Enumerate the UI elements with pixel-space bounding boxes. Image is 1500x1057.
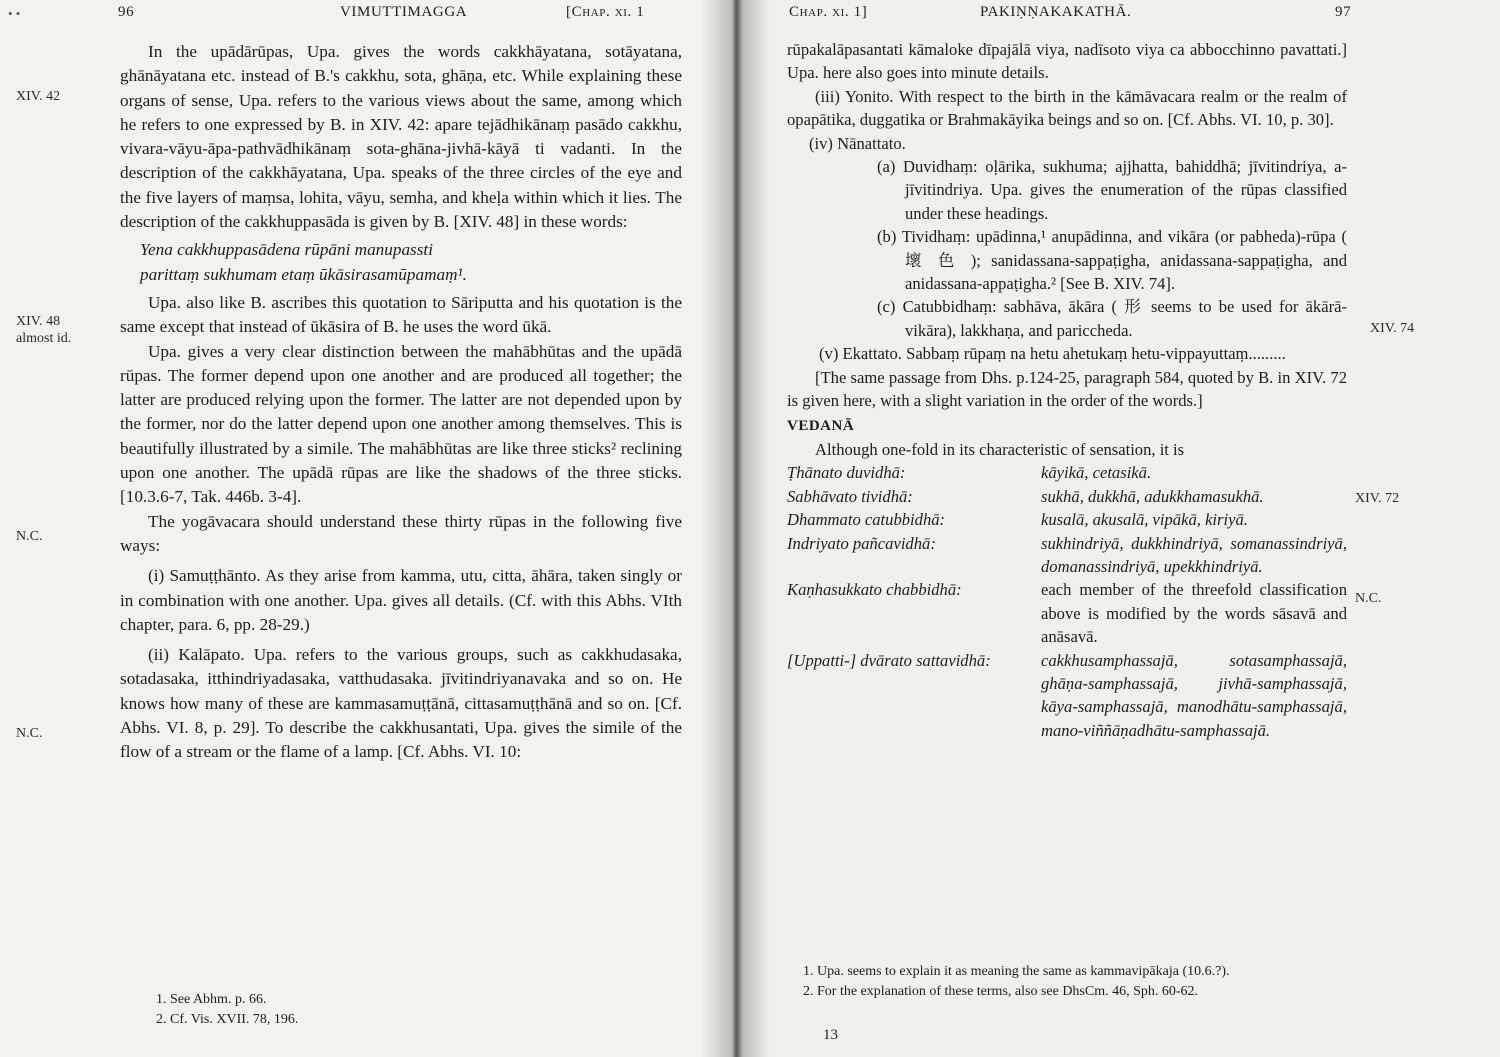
right-page bbox=[735, 0, 1500, 1057]
margin-note: XIV. 72 bbox=[1355, 491, 1400, 506]
class-term: Kaṇhasukkato chabbidhā: bbox=[787, 580, 962, 600]
corner-mark: • • bbox=[8, 6, 21, 21]
section-yonito: (iii) Yonito. With respect to the birth in the kāmāvacara realm or the realm of opapātika, duggatika or Brahmakāyika beings and so on. [Cf. Abhs. VI. 10, p. 30]. bbox=[787, 86, 1347, 130]
paragraph: Upa. also like B. ascribes this quotation to Sāriputta and his quotation is the same except that instead of ūkāsira of B. he uses the word ūkā. bbox=[120, 292, 682, 337]
left-body bbox=[120, 40, 682, 765]
paragraph: [The same passage from Dhs. p.124-25, paragraph 584, quoted by B. in XIV. 72 is given here, with a slight variation in the order of the words.] bbox=[787, 367, 1347, 411]
right-footnotes bbox=[775, 962, 1345, 1002]
class-desc: kāyikā, cetasikā. bbox=[1041, 463, 1152, 483]
class-desc: sukhā, dukkhā, adukkhamasukhā. bbox=[1041, 486, 1264, 506]
section-ekattato: (v) Ekattato. Sabbaṃ rūpaṃ na hetu ahetukaṃ hetu-vippayuttaṃ......... bbox=[819, 344, 1286, 364]
left-page bbox=[0, 0, 735, 1057]
section-nanattato: (iv) Nānattato. bbox=[809, 133, 906, 153]
margin-note: XIV. 48 bbox=[16, 314, 61, 329]
subsection-b: (b) Tividhaṃ: upādinna,¹ anupādinna, and vikāra (or pabheda)-rūpa ( 壞 色 ); sanidassana-sappaṭigha, anidassana-sappaṭigha, and anidassana-appaṭigha.² [See B. XIV. 74]. bbox=[877, 227, 1347, 294]
signature-mark: 13 bbox=[823, 1027, 838, 1043]
footnote: 1. See Abhm. p. 66. bbox=[156, 992, 267, 1007]
margin-note: N.C. bbox=[16, 529, 43, 544]
paragraph: The yogāvacara should understand these thirty rūpas in the following five ways: bbox=[120, 511, 682, 555]
class-desc: sukhindriyā, dukkhindriyā, somanassindriyā, domanassindriyā, upekkhindriyā. bbox=[1041, 533, 1347, 576]
footnote: 1. Upa. seems to explain it as meaning the same as kammavipākaja (10.6.?). bbox=[803, 964, 1230, 979]
class-term: [Uppatti-] dvārato sattavidhā: bbox=[787, 650, 991, 670]
paragraph: Upa. gives a very clear distinction between the mahābhūtas and the upādā rūpas. The former depend upon one another and are produced all together; the latter are produced relying upon the former. The latter are not depended upon by the former, nor do the latter depend upon one another among themselves. This is beautifully illustrated by a simile. The mahābhūtas are like three sticks² reclining upon one another. The upādā rūpas are like the shadows of the three sticks. [10.3.6-7, Tak. 446b. 3-4]. bbox=[120, 341, 682, 507]
section-heading-vedana: VEDANĀ bbox=[787, 417, 855, 434]
margin-note: N.C. bbox=[1355, 591, 1382, 606]
subsection-a: (a) Duvidhaṃ: oḷārika, sukhuma; ajjhatta, bahiddhā; jīvitindriya, a-jīvitindriya. Upa. gives the enumeration of the rūpas classified under these headings. bbox=[877, 157, 1347, 223]
class-term: Ṭhānato duvidhā: bbox=[787, 463, 906, 483]
left-footnotes bbox=[156, 990, 298, 1030]
page-number: 96 bbox=[118, 4, 135, 20]
class-term: Dhammato catubbidhā: bbox=[787, 510, 946, 530]
subsection-c: (c) Catubbidhaṃ: sabhāva, ākāra ( 形 seems to be used for ākārā-vikāra), lakkhaṇa, and pariccheda. bbox=[877, 297, 1347, 340]
margin-note: XIV. 42 bbox=[16, 89, 61, 104]
verse-quotation: Yena cakkhuppasādena rūpāni manupassti parittaṃ sukhumam etaṃ ūkāsirasamūpamaṃ¹. bbox=[140, 240, 467, 284]
paragraph: In the upādārūpas, Upa. gives the words cakkhāyatana, sotāyatana, ghānāyatana etc. instead of B.'s cakkhu, sota, ghāṇa, etc. While explaining these organs of sense, Upa. refers to the various views about the same, among which he refers to one expressed by B. in XIV. 42: apare tejādhikānaṃ pasādo cakkhu, vivara-vāyu-āpa-pathvādhikānaṃ sota-ghāna-jivhā-kāyā ti vadanti. In the description of the cakkhāyatana, Upa. speaks of the three circles of the eye and the five layers of maṃsa, lohita, vāyu, semha, and kheḷa within which it lies. The description of the cakkhuppasāda is given by B. [XIV. 48] in these words: bbox=[120, 42, 682, 232]
book-gutter bbox=[700, 0, 770, 1057]
right-body bbox=[787, 38, 1347, 742]
paragraph: (ii) Kalāpato. Upa. refers to the various groups, such as cakkhudasaka, sotadasaka, itthindriyadasaka, vatthudasaka. jīvitindriyanavaka and so on. He knows how many of these are kammasamuṭṭānā, cittasamuṭṭhānā and so on. [Cf. Abhs. VI. 8, p. 29]. To describe the cakkhusantati, Upa. gives the simile of the flow of a stream or the flame of a lamp. [Cf. Abhs. VI. 10: bbox=[120, 645, 682, 762]
margin-note: almost id. bbox=[16, 331, 72, 346]
paragraph: (i) Samuṭṭhānto. As they arise from kamma, utu, citta, āhāra, taken singly or in combination with one another. Upa. gives all details. (Cf. with this Abhs. VIth chapter, para. 6, pp. 28-29.) bbox=[120, 566, 682, 634]
class-desc: cakkhusamphassajā, sotasamphassajā, ghāṇa-samphassajā, jivhā-samphassajā, kāya-samphassajā, manodhātu-samphassajā, mano-viññāṇadhātu-samphassajā. bbox=[1041, 650, 1347, 740]
vedana-classification bbox=[787, 461, 1347, 742]
paragraph: Although one-fold in its characteristic of sensation, it is bbox=[815, 439, 1185, 459]
class-desc: each member of the threefold classification above is modified by the words sāsavā and anāsavā. bbox=[1041, 580, 1347, 647]
class-term: Sabhāvato tividhā: bbox=[787, 486, 913, 506]
paragraph-continued: rūpakalāpasantati kāmaloke dīpajālā viya, nadīsoto viya ca abbocchinno pavattati.] Upa. here also goes into minute details. bbox=[787, 40, 1347, 83]
running-title: PAKIṆṆAKAKATHĀ. bbox=[980, 4, 1132, 20]
class-term: Indriyato pañcavidhā: bbox=[787, 533, 936, 553]
page-number: 97 bbox=[1335, 4, 1352, 20]
chapter-label: [Chap. xi. 1 bbox=[566, 4, 645, 20]
margin-note: XIV. 74 bbox=[1370, 321, 1415, 336]
footnote: 2. Cf. Vis. XVII. 78, 196. bbox=[156, 1012, 299, 1027]
chapter-label: Chap. xi. 1] bbox=[789, 4, 868, 20]
margin-note: N.C. bbox=[16, 726, 43, 741]
class-desc: kusalā, akusalā, vipākā, kiriyā. bbox=[1041, 510, 1248, 530]
running-title: VIMUTTIMAGGA bbox=[340, 4, 468, 20]
footnote: 2. For the explanation of these terms, also see DhsCm. 46, Sph. 60-62. bbox=[803, 984, 1199, 999]
